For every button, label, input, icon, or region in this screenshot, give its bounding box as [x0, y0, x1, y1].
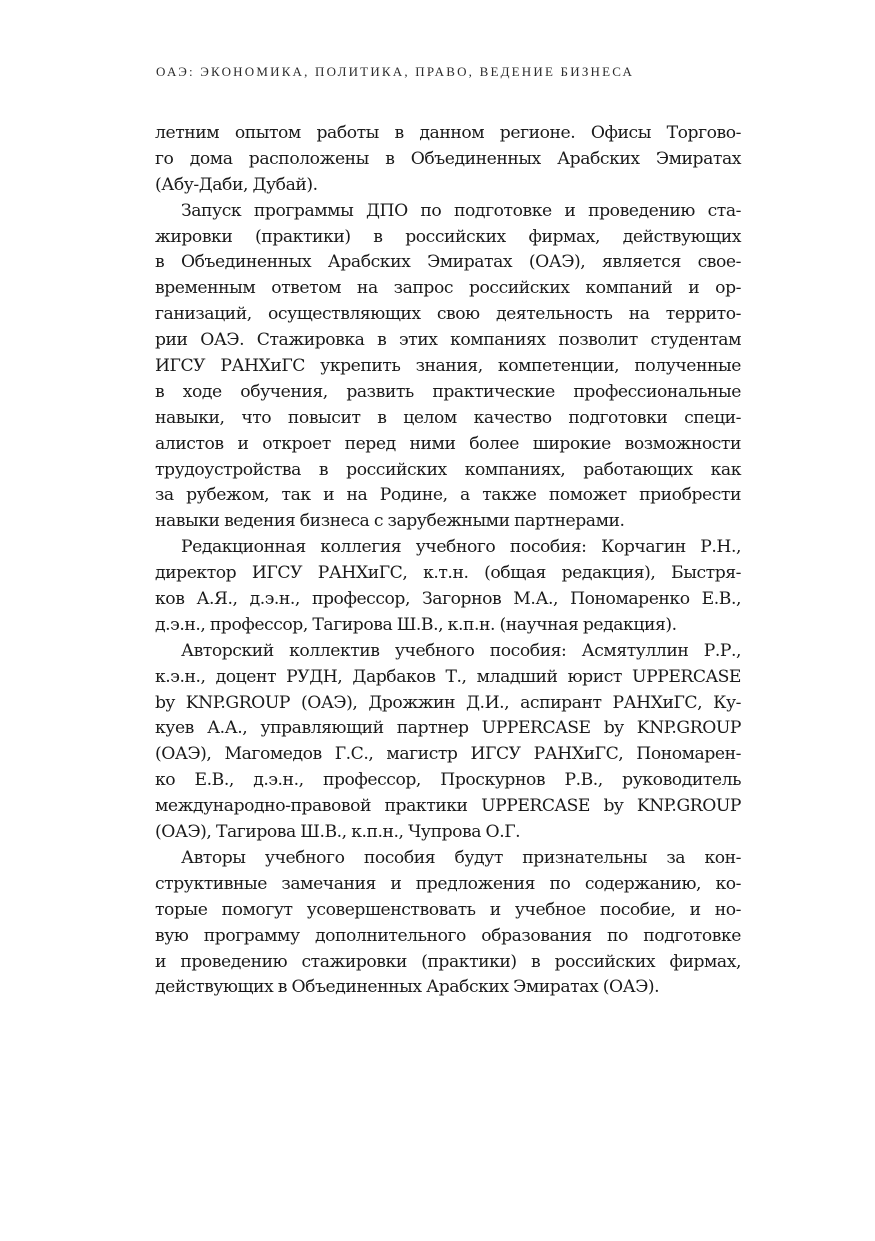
text-line: д.э.н., профессор, Тагирова Ш.В., к.п.н. (научная редакция).	[155, 614, 677, 635]
text-line: рии ОАЭ. Стажировка в этих компаниях позволит студентам	[155, 330, 741, 351]
text-line: ко Е.В., д.э.н., профессор, Проскурнов Р.В., руководитель	[155, 770, 741, 791]
text-line: by KNP.GROUP (ОАЭ), Дрожжин Д.И., аспирант РАНХиГС, Ку-	[155, 692, 741, 713]
text-line: вую программу дополнительного образования по подготовке	[155, 925, 741, 946]
text-line: Авторы учебного пособия будут признательны за кон-	[181, 847, 741, 868]
text-line: летним опытом работы в данном регионе. Офисы Торгово-	[155, 123, 741, 143]
text-line: международно-правовой практики UPPERCASE by KNP.GROUP	[155, 796, 741, 817]
paragraph-authors	[155, 639, 741, 846]
text-line: к.э.н., доцент РУДН, Дарбаков Т., младший юрист UPPERCASE	[155, 666, 741, 687]
paragraph-program-launch	[155, 199, 741, 536]
text-line: куев А.А., управляющий партнер UPPERCASE by KNP.GROUP	[155, 718, 741, 739]
text-line: и проведению стажировки (практики) в российских фирмах,	[155, 951, 741, 972]
text-line: временным ответом на запрос российских компаний и ор-	[155, 278, 741, 299]
text-line: Редакционная коллегия учебного пособия: Корчагин Р.Н.,	[181, 537, 741, 558]
text-line: трудоустройства в российских компаниях, работающих как	[155, 459, 741, 480]
text-line: ков А.Я., д.э.н., профессор, Загорнов М.А., Пономаренко Е.В.,	[155, 589, 741, 610]
text-line: (Абу-Даби, Дубай).	[155, 174, 318, 195]
text-line: (ОАЭ), Магомедов Г.С., магистр ИГСУ РАНХиГС, Пономарен-	[155, 744, 741, 765]
text-line: алистов и откроет перед ними более широкие возможности	[155, 433, 741, 454]
text-line: (ОАЭ), Тагирова Ш.В., к.п.н., Чупрова О.Г.	[155, 822, 521, 843]
text-line: структивные замечания и предложения по содержанию, ко-	[155, 873, 741, 894]
running-head: ОАЭ: ЭКОНОМИКА, ПОЛИТИКА, ПРАВО, ВЕДЕНИЕ БИЗНЕСА	[156, 64, 635, 79]
text-line: торые помогут усовершенствовать и учебное пособие, и но-	[155, 899, 741, 920]
text-line: Запуск программы ДПО по подготовке и проведению ста-	[181, 200, 741, 221]
paragraph-feedback	[155, 846, 741, 1001]
text-line: жировки (практики) в российских фирмах, действующих	[155, 226, 741, 247]
text-line: директор ИГСУ РАНХиГС, к.т.н. (общая редакция), Быстря-	[155, 563, 741, 584]
text-line: навыки, что повысит в целом качество подготовки специ-	[155, 407, 741, 428]
text-line: навыки ведения бизнеса с зарубежными партнерами.	[155, 511, 625, 532]
text-line: в Объединенных Арабских Эмиратах (ОАЭ), является свое-	[155, 252, 741, 273]
text-line: действующих в Объединенных Арабских Эмиратах (ОАЭ).	[155, 977, 660, 998]
text-line: го дома расположены в Объединенных Арабских Эмиратах	[155, 148, 741, 169]
paragraph-editorial-board	[155, 535, 741, 639]
text-line: в ходе обучения, развить практические профессиональные	[155, 381, 741, 402]
body-text	[155, 121, 741, 1001]
text-line: ИГСУ РАНХиГС укрепить знания, компетенции, полученные	[155, 356, 741, 377]
text-line: ганизаций, осуществляющих свою деятельность на террито-	[155, 304, 741, 325]
text-line: за рубежом, так и на Родине, а также поможет приобрести	[155, 485, 741, 506]
text-line: Авторский коллектив учебного пособия: Асмятуллин Р.Р.,	[181, 640, 741, 661]
paragraph-continuation	[155, 121, 741, 199]
